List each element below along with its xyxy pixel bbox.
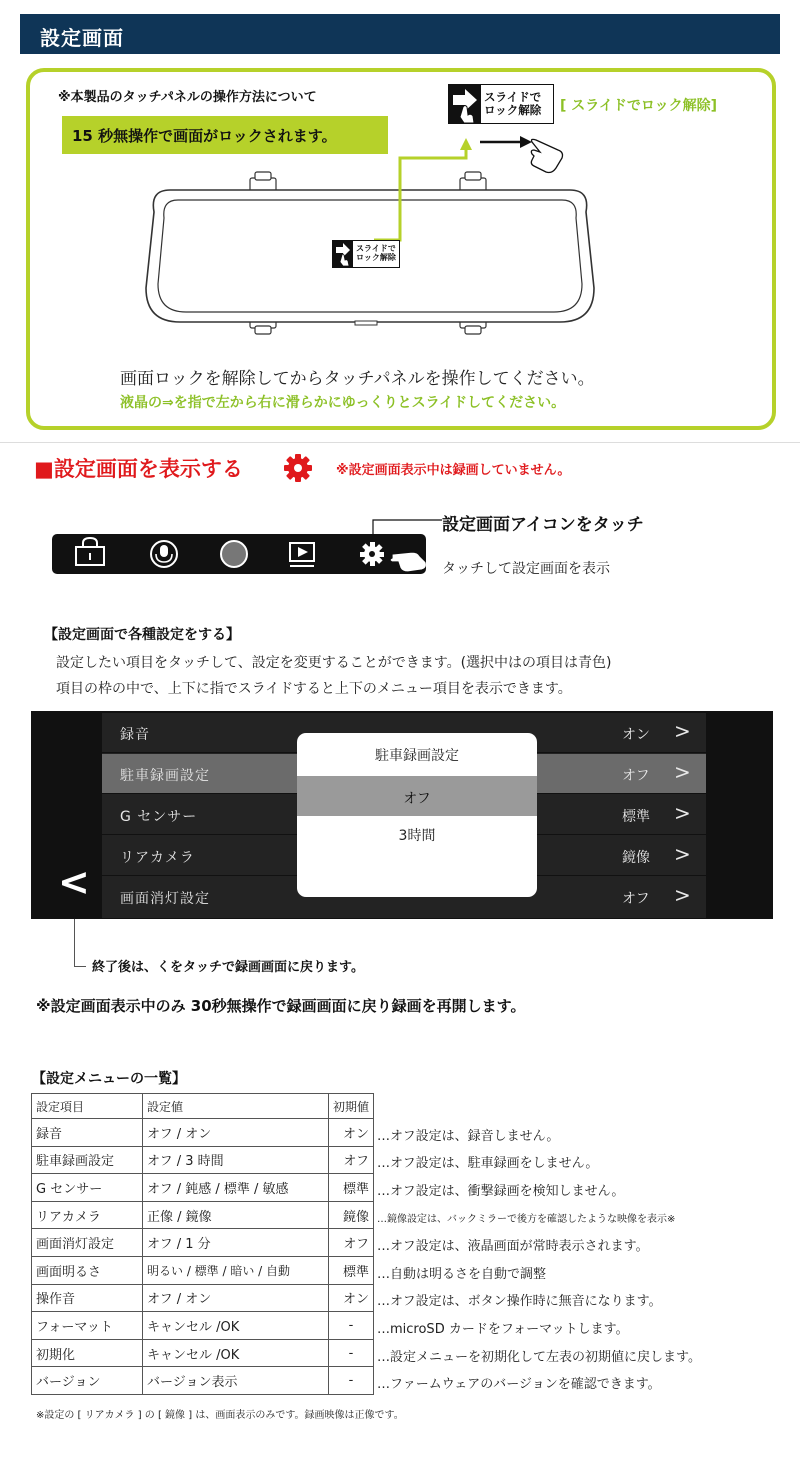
menu-table-title: 【設定メニューの一覧】 bbox=[32, 1071, 186, 1087]
chevron-right-icon: > bbox=[674, 719, 691, 743]
table-cell-default: - bbox=[329, 1312, 374, 1340]
chevron-right-icon: > bbox=[674, 883, 691, 907]
table-note: …オフ設定は、衝撃録画を検知しません。 bbox=[377, 1184, 625, 1199]
settings-intro-line2: 項目の枠の中で、上下に指でスライドすると上下のメニュー項目を表示できます。 bbox=[56, 681, 572, 697]
lock-description: 画面ロックを解除してからタッチパネルを操作してください。 bbox=[120, 369, 595, 389]
microphone-icon[interactable] bbox=[151, 541, 177, 567]
table-cell-values: バージョン表示 bbox=[143, 1367, 329, 1395]
table-cell-values: オフ / 1 分 bbox=[143, 1229, 329, 1257]
menu-row-value: オフ bbox=[622, 891, 650, 907]
tapping-hand-icon bbox=[390, 552, 426, 572]
display-settings-title: ■設定画面を表示する bbox=[34, 457, 243, 481]
parking-recording-popup bbox=[297, 733, 537, 897]
camera-icon-bar bbox=[52, 534, 426, 574]
table-cell-values: オフ / オン bbox=[143, 1119, 329, 1147]
menu-row-value: 標準 bbox=[622, 809, 650, 825]
popup-option-label: オフ bbox=[403, 791, 431, 807]
table-row bbox=[32, 1256, 374, 1284]
lock-note: ※本製品のタッチパネルの操作方法について bbox=[58, 90, 317, 105]
menu-row-value: オフ bbox=[622, 768, 650, 784]
table-row bbox=[32, 1284, 374, 1312]
table-row bbox=[32, 1119, 374, 1147]
table-cell-values: 正像 / 鏡像 bbox=[143, 1201, 329, 1229]
table-cell-default: オン bbox=[329, 1284, 374, 1312]
table-cell-item: バージョン bbox=[32, 1367, 143, 1395]
table-cell-item: 録音 bbox=[32, 1119, 143, 1147]
popup-title: 駐車録画設定 bbox=[375, 748, 459, 764]
table-cell-default: 標準 bbox=[329, 1174, 374, 1202]
back-caption: 終了後は、くをタッチで録画画面に戻ります。 bbox=[92, 960, 364, 975]
table-row bbox=[32, 1146, 374, 1174]
table-note: …microSD カードをフォーマットします。 bbox=[377, 1322, 629, 1337]
chevron-right-icon: > bbox=[674, 801, 691, 825]
lock-instruction: 液晶の⇒を指で左から右に滑らかにゆっくりとスライドしてください。 bbox=[120, 395, 566, 411]
table-cell-default: 鏡像 bbox=[329, 1201, 374, 1229]
back-chevron-icon[interactable]: < bbox=[58, 860, 90, 904]
playback-icon[interactable] bbox=[290, 543, 314, 566]
divider bbox=[0, 442, 800, 443]
gear-icon-red bbox=[282, 452, 314, 484]
table-cell-item: リアカメラ bbox=[32, 1201, 143, 1229]
timeout-caption: ※設定画面表示中のみ 30秒無操作で録画画面に戻り録画を再開します。 bbox=[36, 997, 526, 1015]
table-footnote: ※設定の [ リアカメラ ] の [ 鏡像 ] は、画面表示のみです。録画映像は正像です。 bbox=[36, 1410, 404, 1421]
slide-unlock-text bbox=[481, 91, 541, 116]
table-note: …ファームウェアのバージョンを確認できます。 bbox=[377, 1377, 661, 1392]
menu-row-value: 鏡像 bbox=[622, 850, 650, 866]
table-header-cell: 設定項目 bbox=[32, 1094, 143, 1119]
table-row bbox=[32, 1201, 374, 1229]
pointer-line bbox=[372, 516, 442, 536]
table-header-cell: 設定値 bbox=[143, 1094, 329, 1119]
popup-option-off[interactable] bbox=[297, 776, 537, 816]
menu-row-label: 画面消灯設定 bbox=[120, 891, 210, 907]
table-note: …自動は明るさを自動で調整 bbox=[377, 1267, 547, 1282]
table-cell-default: 標準 bbox=[329, 1256, 374, 1284]
table-note: …オフ設定は、駐車録画をしません。 bbox=[377, 1156, 599, 1171]
table-header-row bbox=[32, 1094, 374, 1119]
popup-option-3h[interactable]: 3時間 bbox=[398, 828, 436, 844]
table-cell-item: 操作音 bbox=[32, 1284, 143, 1312]
table-note: …鏡像設定は、バックミラーで後方を確認したような映像を表示※ bbox=[377, 1214, 676, 1225]
touch-caption: 設定画面アイコンをタッチ bbox=[442, 515, 644, 535]
menu-row-label: G センサー bbox=[120, 809, 198, 825]
slide-arrow-icon-small bbox=[333, 241, 353, 267]
settings-menu-table bbox=[31, 1093, 374, 1395]
slide-arrow-icon bbox=[449, 85, 481, 123]
slide-line2: ロック解除 bbox=[484, 103, 542, 117]
table-header-cell: 初期値 bbox=[329, 1094, 374, 1119]
table-row bbox=[32, 1367, 374, 1395]
lock-icon[interactable] bbox=[76, 538, 104, 565]
slide-caption: [ スライドでロック解除] bbox=[560, 98, 717, 114]
slide-unlock-on-screen bbox=[332, 240, 400, 268]
callout-line bbox=[74, 919, 75, 967]
table-cell-default: オフ bbox=[329, 1229, 374, 1257]
table-cell-default: - bbox=[329, 1339, 374, 1367]
table-cell-item: G センサー bbox=[32, 1174, 143, 1202]
table-row bbox=[32, 1229, 374, 1257]
slide-small-line1: スライドで bbox=[356, 244, 396, 254]
swipe-hand-icon bbox=[478, 130, 573, 178]
table-note: …オフ設定は、ボタン操作時に無音になります。 bbox=[377, 1294, 662, 1309]
section-header bbox=[20, 14, 780, 54]
table-cell-values: キャンセル /OK bbox=[143, 1312, 329, 1340]
table-row bbox=[32, 1174, 374, 1202]
table-cell-item: 駐車録画設定 bbox=[32, 1146, 143, 1174]
table-cell-values: オフ / オン bbox=[143, 1284, 329, 1312]
gear-icon[interactable] bbox=[360, 542, 384, 566]
display-settings-note: ※設定画面表示中は録画していません。 bbox=[336, 463, 571, 478]
slide-unlock-text-small bbox=[353, 245, 396, 263]
table-cell-default: - bbox=[329, 1367, 374, 1395]
record-icon[interactable] bbox=[221, 541, 247, 567]
table-cell-values: オフ / 鈍感 / 標準 / 敏感 bbox=[143, 1174, 329, 1202]
chevron-right-icon: > bbox=[674, 760, 691, 784]
section-title: 設定画面 bbox=[40, 26, 124, 50]
table-cell-values: オフ / 3 時間 bbox=[143, 1146, 329, 1174]
table-cell-values: 明るい / 標準 / 暗い / 自動 bbox=[143, 1256, 329, 1284]
settings-intro-line1: 設定したい項目をタッチして、設定を変更することができます。(選択中はの項目は青色) bbox=[56, 655, 612, 671]
menu-row-label: 駐車録画設定 bbox=[120, 768, 210, 784]
table-cell-item: フォーマット bbox=[32, 1312, 143, 1340]
menu-row-value: オン bbox=[622, 727, 650, 743]
table-row bbox=[32, 1339, 374, 1367]
table-cell-default: オフ bbox=[329, 1146, 374, 1174]
callout-line bbox=[74, 966, 86, 967]
table-cell-item: 画面消灯設定 bbox=[32, 1229, 143, 1257]
lock-banner-text: 15 秒無操作で画面がロックされます。 bbox=[72, 127, 337, 145]
slide-line1: スライドで bbox=[484, 90, 542, 105]
chevron-right-icon: > bbox=[674, 842, 691, 866]
slide-unlock-button-illustration bbox=[448, 84, 554, 124]
menu-row-label: リアカメラ bbox=[120, 850, 195, 866]
table-cell-values: キャンセル /OK bbox=[143, 1339, 329, 1367]
table-cell-item: 画面明るさ bbox=[32, 1256, 143, 1284]
table-row bbox=[32, 1312, 374, 1340]
menu-row-label: 録音 bbox=[120, 727, 150, 743]
touch-subcaption: タッチして設定画面を表示 bbox=[442, 561, 610, 577]
settings-intro-title: 【設定画面で各種設定をする】 bbox=[44, 627, 240, 643]
table-cell-default: オン bbox=[329, 1119, 374, 1147]
slide-small-line2: ロック解除 bbox=[356, 253, 396, 262]
table-cell-item: 初期化 bbox=[32, 1339, 143, 1367]
table-note: …設定メニューを初期化して左表の初期値に戻します。 bbox=[377, 1350, 701, 1365]
table-note: …オフ設定は、液晶画面が常時表示されます。 bbox=[377, 1239, 649, 1254]
table-note: …オフ設定は、録音しません。 bbox=[377, 1129, 560, 1144]
